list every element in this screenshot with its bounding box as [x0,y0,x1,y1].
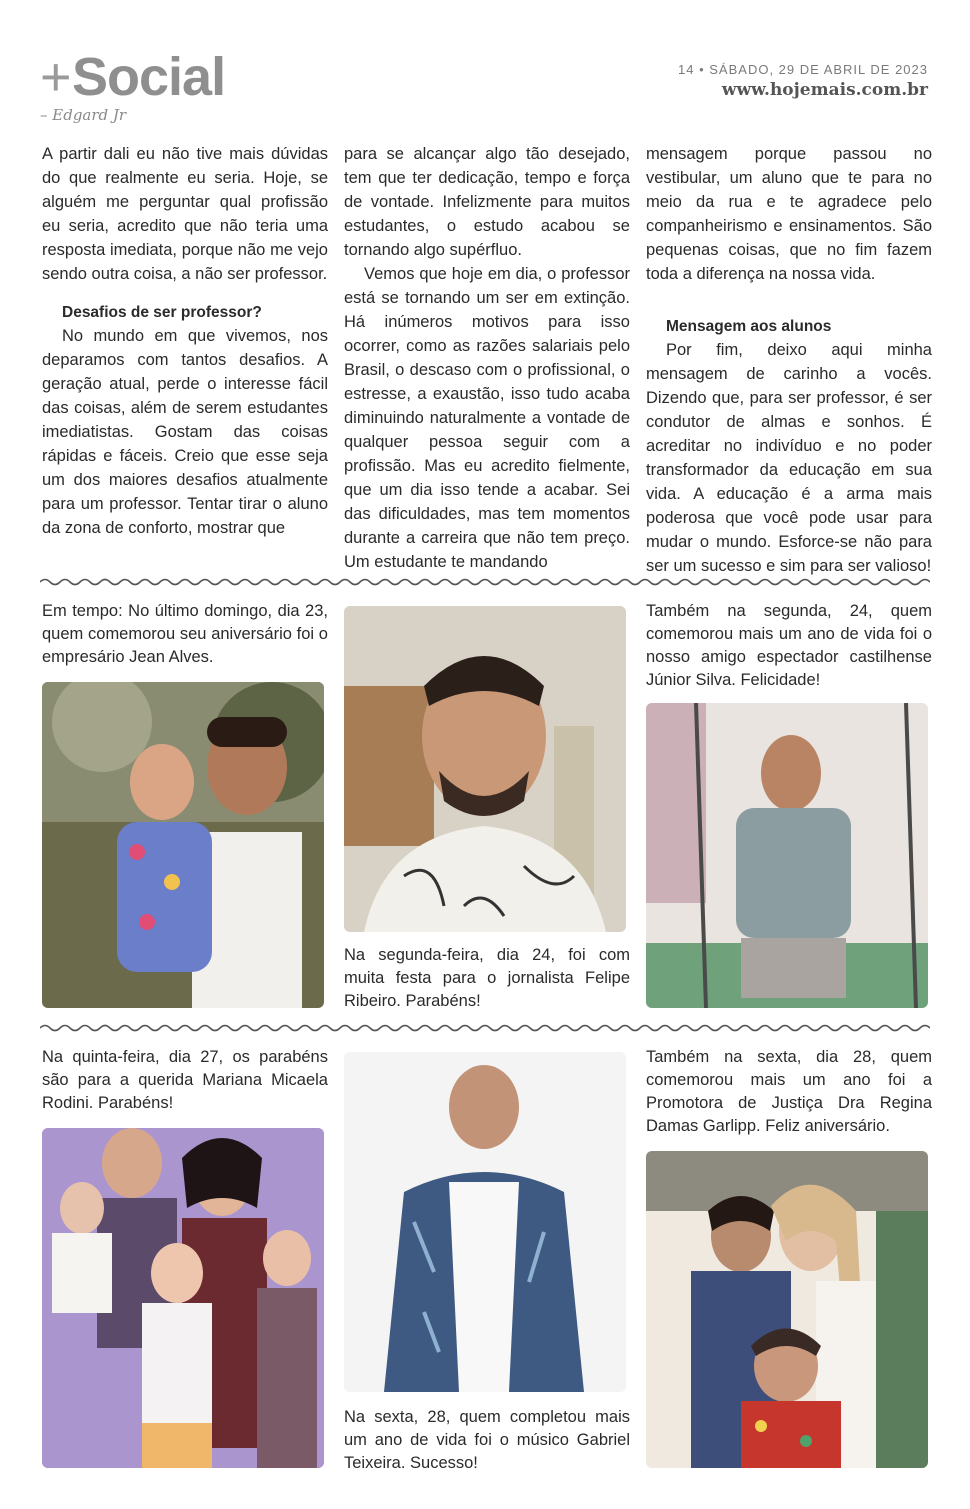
photo-gabriel-teixeira [344,1052,626,1392]
article-paragraph: Vemos que hoje em dia, o professor está se tornando um ser em extinção. Há inúmeros motivos para isso ocorrer, como as razões salariais pelo Brasil, o descaso com o profissional, o estresse, a exaustão, isso tudo acaba diminuindo naturalmente a vontade de qualquer pessoa seguir com a profissão. Mas eu acredito fielmente, que um dia isso tende a acabar. Sei das dificuldades, mas tem momentos durante a carreira que não tem preço. Um estudante te mandando [344,265,630,571]
photo-mariana-rodini [42,1128,324,1468]
photo-jean-alves [42,682,324,1008]
page-dateline: 14 • SÁBADO, 29 DE ABRIL DE 2023 [678,62,928,77]
article-subheading: Desafios de ser professor? [62,304,262,321]
photo-caption-felipe: Na segunda-feira, dia 24, foi com muita festa para o jornalista Felipe Ribeiro. Parabéns! [344,946,630,1010]
photo-caption-gabriel: Na sexta, 28, quem completou mais um ano de vida foi o músico Gabriel Teixeira. Sucesso! [344,1408,630,1472]
masthead-plus: + [40,47,72,107]
photo-regina-garlipp [646,1151,928,1468]
article-paragraph: mensagem porque passou no vestibular, um aluno que te para no meio da rua e te agradece pelo companheirismo e ensinamentos. São pequenas coisas, que no fim fazem toda a diferença na nossa vida. [646,145,932,283]
site-url[interactable]: www.hojemais.com.br [721,80,928,100]
photo-caption-mariana: Na quinta-feira, dia 27, os parabéns são para a querida Mariana Micaela Rodini. Parabéns! [42,1048,328,1112]
article-paragraph: No mundo em que vivemos, nos deparamos com tantos desafios. A geração atual, perde o interesse fácil das coisas, além de serem estudantes imediatistas. Gostam das coisas rápidas e fáceis. Creio que esse seja um dos maiores desafios atualmente para um professor. Tentar tirar o aluno da zona de conforto, mostrar que [42,327,328,537]
article-column-3 [646,142,932,578]
photo-felipe-ribeiro [344,606,626,932]
wave-divider [40,576,930,588]
section-title: Social [72,47,226,107]
columnist-signature: – Edgard Jr [40,106,127,124]
wave-divider [40,1022,930,1034]
article-column-2 [344,142,630,574]
article-paragraph: para se alcançar algo tão desejado, tem que ter dedicação, tempo e força de vontade. Infelizmente para muitos estudantes, o estudo acabou se tornando algo supérfluo. [344,145,630,259]
photo-caption-jean: Em tempo: No último domingo, dia 23, quem comemorou seu aniversário foi o empresário Jean Alves. [42,602,328,666]
article-column-1 [42,142,328,540]
article-paragraph: A partir dali eu não tive mais dúvidas do que realmente eu seria. Hoje, se alguém me perguntar qual profissão eu seria, acredito que não teria uma resposta imediata, porque não me vejo sendo outra coisa, a não ser professor. [42,145,328,283]
article-paragraph: Por fim, deixo aqui minha mensagem de carinho a vocês. Dizendo que, para ser professor, é ser condutor de almas e sonhos. É acreditar no indivíduo e no poder transformador da educação em sua vida. A educação é a arma mais poderosa que você pode usar para mudar o mundo. Esforce-se não para ser um sucesso e sim para ser valioso! [646,341,932,575]
article-subheading: Mensagem aos alunos [666,318,832,335]
photo-junior-silva [646,703,928,1008]
photo-caption-junior: Também na segunda, 24, quem comemorou mais um ano de vida foi o nosso amigo espectador castilhense Júnior Silva. Felicidade! [646,602,932,689]
photo-caption-regina: Também na sexta, dia 28, quem comemorou mais um ano foi a Promotora de Justiça Dra Regina Damas Garlipp. Feliz aniversário. [646,1048,932,1135]
masthead [40,44,240,134]
